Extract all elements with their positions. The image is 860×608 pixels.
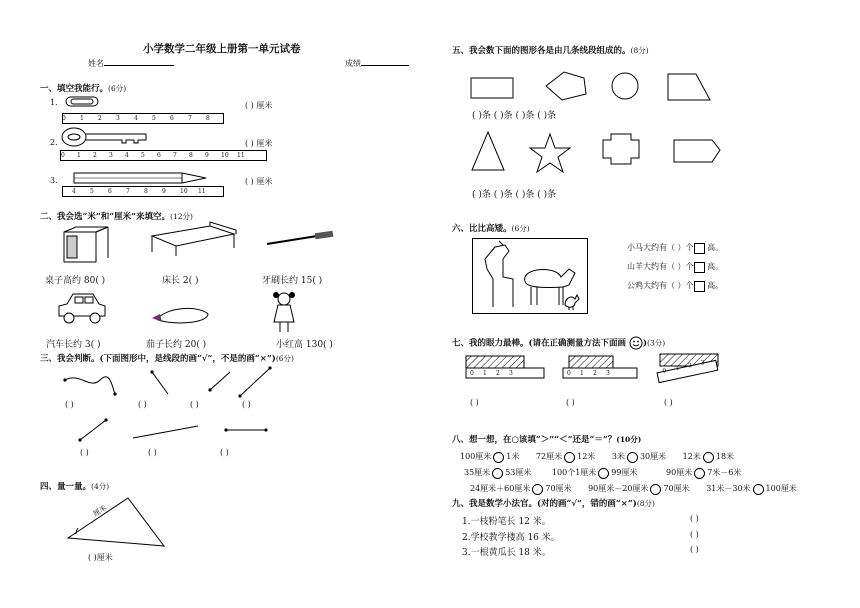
section-6-title: 六、比比高矮。(6分) — [452, 224, 530, 234]
compare-circle[interactable] — [703, 452, 714, 463]
s2-car-text[interactable]: 汽车长约 3( ) — [46, 340, 101, 350]
s5-shapes-row2 — [468, 128, 728, 178]
s6-box-1[interactable] — [694, 243, 705, 254]
s3-figures-row1 — [60, 368, 300, 398]
eggplant-icon — [150, 304, 212, 328]
section-2-title: 二、我会选“米”和“厘米”来填空。(12分) — [40, 212, 193, 222]
key-icon — [60, 126, 150, 148]
ruler-2 — [60, 150, 267, 161]
compare-circle[interactable] — [753, 484, 764, 495]
s6-line-horse[interactable]: 小马大约有（ ）个 高。 — [627, 243, 724, 252]
measure-option-2 — [563, 354, 643, 384]
section-7-title: 七、我的眼力最棒。(请在正确测量方法下面画 )(3分) — [452, 336, 665, 350]
s8-row-2: 35厘米 53厘米 100个1厘米 99厘米 90厘米 7米－6米 — [464, 468, 742, 477]
section-5-title: 五、我会数下面的图形各是由几条线段组成的。(8分) — [452, 46, 649, 56]
s3-blank-6[interactable]: ( ) — [148, 448, 157, 457]
section-1-title: 一、填空我能行。(6分) — [40, 84, 127, 94]
s6-line-goat[interactable]: 山羊大约有（ ）个 高。 — [627, 262, 724, 271]
triangle-figure — [60, 494, 170, 554]
section-4-title: 四、量一量。(4分) — [40, 482, 110, 492]
s2-eggplant-text[interactable]: 茄子长约 20( ) — [146, 340, 207, 350]
s6-box-3[interactable] — [694, 281, 705, 292]
smiley-icon — [629, 336, 643, 350]
s2-bed-text[interactable]: 床长 2( ) — [162, 276, 199, 286]
item-3-answer[interactable]: ( ) 厘米 — [245, 177, 273, 186]
score-label: 成绩 — [345, 59, 361, 68]
s9-item-2: 2.学校教学楼高 16 米。 — [462, 533, 560, 543]
s2-toothbrush-text[interactable]: 牙刷长约 15( ) — [262, 276, 323, 286]
s6-line-rooster[interactable]: 公鸡大约有（ ）个 高。 — [627, 281, 724, 290]
s3-blank-3[interactable]: ( ) — [190, 400, 199, 409]
animals-picture — [472, 238, 588, 314]
pencil-icon — [72, 172, 208, 184]
compare-circle[interactable] — [493, 452, 504, 463]
name-label: 姓名 — [88, 59, 104, 68]
compare-circle[interactable] — [627, 452, 638, 463]
s3-blank-1[interactable]: ( ) — [65, 400, 74, 409]
car-icon — [57, 292, 107, 328]
s2-girl-text[interactable]: 小红高 130( ) — [276, 340, 333, 350]
compare-circle[interactable] — [650, 484, 661, 495]
item-2-answer[interactable]: ( ) 厘米 — [245, 139, 273, 148]
girl-icon — [270, 290, 298, 334]
item-1-number: 1. — [50, 98, 58, 107]
paperclip-icon — [64, 94, 104, 108]
s7-blank-3[interactable]: ( ) — [664, 398, 673, 407]
section-9-title: 九、我是数学小法官。(对的画“√”，错的画“×”)(8分) — [452, 499, 655, 509]
desk-icon — [62, 226, 110, 266]
s2-desk-text[interactable]: 桌子高约 80( ) — [45, 276, 106, 286]
triangle-bottom-label[interactable]: ( )厘米 — [88, 553, 113, 562]
s9-item-3: 3.一根黄瓜长 18 米。 — [462, 548, 551, 558]
s3-blank-4[interactable]: ( ) — [242, 400, 251, 409]
score-field[interactable] — [345, 58, 409, 69]
measure-option-1 — [466, 354, 546, 384]
bed-icon — [150, 222, 240, 258]
s9-item-1: 1.一枝粉笔长 12 米。 — [462, 517, 551, 527]
s9-blank-2[interactable]: ( ) — [690, 530, 699, 539]
s5-shapes-row1 — [468, 68, 728, 108]
s9-blank-1[interactable]: ( ) — [690, 514, 699, 523]
compare-circle[interactable] — [598, 468, 609, 479]
compare-circle[interactable] — [532, 484, 543, 495]
s6-box-2[interactable] — [694, 262, 705, 273]
s5-row1-answers[interactable]: ( )条 ( )条 ( )条 ( )条 — [472, 111, 557, 121]
s3-blank-7[interactable]: ( ) — [220, 448, 229, 457]
s7-blank-2[interactable]: ( ) — [566, 398, 575, 407]
s5-row2-answers[interactable]: ( )条 ( )条 ( )条 ( )条 — [472, 190, 557, 200]
toothbrush-icon — [265, 232, 335, 248]
rooster-icon — [561, 291, 581, 311]
compare-circle[interactable] — [694, 468, 705, 479]
s3-figures-row2 — [78, 418, 268, 444]
s3-blank-2[interactable]: ( ) — [138, 400, 147, 409]
item-3-number: 3. — [50, 176, 58, 185]
name-field[interactable] — [88, 58, 174, 69]
item-2-number: 2. — [50, 138, 58, 147]
item-1-answer[interactable]: ( ) 厘米 — [245, 101, 273, 110]
section-3-title: 三、我会判断。(下面图形中，是线段的画“√”，不是的画“×”)(6分) — [40, 354, 294, 364]
s9-blank-3[interactable]: ( ) — [690, 545, 699, 554]
s8-row-3: 24厘米＋60厘米 70厘米 90厘米－20厘米 70厘米 31米－30米 100厘米 — [470, 484, 797, 493]
s7-blank-1[interactable]: ( ) — [470, 398, 479, 407]
s8-row-1: 100厘米 1米 72厘米 12米 3米 30厘米 12米 18米 — [460, 452, 735, 461]
section-8-title: 八、想一想，在○该填“＞”“＜”还是“＝”？(10分) — [452, 435, 642, 445]
s3-blank-5[interactable]: ( ) — [80, 448, 89, 457]
triangle-side-label: 厘米 — [91, 503, 109, 519]
ruler-1 — [62, 113, 224, 124]
page-title: 小学数学二年级上册第一单元试卷 — [143, 43, 301, 55]
compare-circle[interactable] — [492, 468, 503, 479]
compare-circle[interactable] — [564, 452, 575, 463]
